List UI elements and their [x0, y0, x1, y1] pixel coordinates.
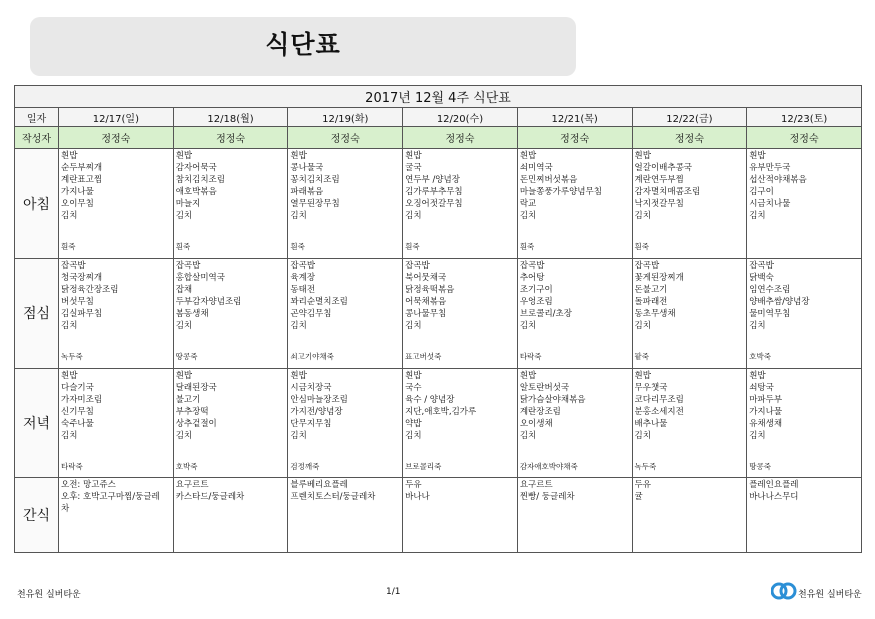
menu-item: 숙주나물 [61, 418, 94, 429]
menu-item: 홍합살미역국 [175, 272, 225, 283]
menu-item: 조기구이 [519, 284, 553, 295]
menu-item: 찐빵/ 둥글레차 [519, 492, 575, 503]
menu-item: 계란연두부찜 [634, 175, 684, 186]
meal-extra-row-1 [15, 345, 862, 368]
menu-cell [747, 368, 862, 455]
menu-cell [173, 368, 288, 455]
menu-item: 잡곡밥 [405, 260, 430, 271]
menu-item: 지단,애호박,김가루 [405, 406, 477, 417]
menu-item: 김실파무침 [61, 308, 103, 319]
menu-item: 바나나 [405, 492, 430, 503]
menu-item: 잡곡밥 [61, 260, 86, 271]
writer-cell: 정정숙 [288, 127, 403, 149]
menu-item: 쇠탕국 [749, 382, 774, 393]
menu-item: 김치 [175, 211, 193, 222]
menu-cell [403, 368, 518, 455]
menu-item: 김치 [749, 430, 766, 441]
menu-item: 오전: 망고쥬스 [61, 480, 116, 491]
title-banner [30, 17, 576, 76]
writer-header-label: 작성자 [15, 127, 59, 149]
porridge-cell: 타락죽 [59, 455, 174, 478]
menu-item: 약밥 [405, 418, 422, 429]
writer-cell: 정정숙 [632, 127, 747, 149]
menu-item: 가지나물 [61, 187, 94, 198]
meal-extra-row-2 [15, 455, 862, 478]
menu-item: 프렌치토스터/둥글레차 [290, 492, 376, 503]
writer-cell: 정정숙 [517, 127, 632, 149]
menu-item: 닭정육떡볶음 [405, 284, 455, 295]
meal-row-2 [15, 368, 862, 455]
menu-item: 잡곡밥 [749, 260, 774, 271]
menu-item: 브로콜리/초장 [519, 308, 572, 319]
menu-item: 연두부 /양념장 [405, 175, 460, 186]
writer-cell: 정정숙 [403, 127, 518, 149]
menu-cell [288, 258, 403, 345]
porridge-cell: 브로콜리죽 [403, 455, 518, 478]
menu-cell [59, 149, 174, 236]
meal-row-0 [15, 149, 862, 236]
menu-cell [632, 478, 747, 530]
menu-item: 가지전/양념장 [290, 406, 343, 417]
menu-item: 어묵채볶음 [405, 296, 447, 307]
porridge-cell: 표고버섯죽 [403, 345, 518, 368]
menu-cell [747, 149, 862, 236]
menu-item: 김치 [290, 430, 307, 441]
menu-item: 닭정육간장조림 [61, 284, 119, 295]
menu-item: 추어탕 [519, 272, 545, 283]
menu-item: 돈민찌버섯볶음 [519, 175, 578, 186]
menu-item: 무우챗국 [634, 382, 668, 393]
menu-item: 흰밥 [290, 370, 307, 381]
menu-item: 김치 [634, 320, 651, 331]
porridge-cell: 녹두죽 [632, 455, 747, 478]
writer-cell: 정정숙 [747, 127, 862, 149]
menu-item: 콩나물무침 [405, 308, 447, 319]
menu-cell [403, 478, 518, 530]
porridge-cell [517, 530, 632, 553]
menu-item: 돌파래전 [634, 296, 668, 307]
porridge-cell: 흰죽 [403, 236, 518, 259]
menu-cell [632, 368, 747, 455]
menu-cell [403, 258, 518, 345]
menu-item: 감자멸치매콤조림 [634, 187, 701, 198]
footer-logo [771, 580, 863, 602]
date-row [15, 107, 862, 127]
menu-cell [59, 368, 174, 455]
menu-item: 유부만두국 [749, 163, 791, 174]
menu-item: 시금치장국 [290, 382, 332, 393]
menu-item: 흰밥 [634, 370, 651, 381]
menu-item: 흰밥 [519, 370, 537, 381]
menu-cell [517, 478, 632, 530]
menu-item: 마파두부 [749, 394, 783, 405]
menu-item: 오이무침 [61, 199, 94, 210]
menu-item: 오후: 호박고구마찜/둥글레 [61, 492, 160, 503]
writer-row [15, 127, 862, 149]
menu-item: 흰밥 [405, 370, 422, 381]
menu-item: 부추장떡 [175, 406, 209, 417]
menu-cell [288, 478, 403, 530]
porridge-cell [59, 530, 174, 553]
menu-item: 흰밥 [290, 151, 307, 162]
porridge-cell: 타락죽 [517, 345, 632, 368]
menu-item: 임연수조림 [749, 284, 791, 295]
menu-item: 콩나물국 [290, 163, 324, 174]
menu-item: 돈불고기 [634, 284, 668, 295]
menu-cell [59, 478, 174, 530]
menu-item: 두유 [405, 480, 422, 491]
meal-label: 아침 [15, 149, 59, 259]
menu-item: 흰밥 [61, 370, 78, 381]
menu-item: 육수 / 양념장 [405, 394, 455, 405]
menu-item: 김치 [61, 320, 78, 331]
menu-item: 다슬기국 [61, 382, 94, 393]
menu-item: 참치김치조림 [175, 175, 225, 186]
menu-item: 오징어젓갈무침 [405, 199, 463, 210]
menu-item: 바나나스무디 [749, 492, 799, 503]
menu-item: 김치 [405, 320, 422, 331]
menu-item: 국수 [405, 382, 422, 393]
menu-item: 김치 [175, 320, 193, 331]
menu-item: 애호박볶음 [175, 187, 217, 198]
menu-item: 분홍소세지전 [634, 406, 684, 417]
porridge-cell: 검정깨죽 [288, 455, 403, 478]
menu-item: 파래볶음 [290, 187, 324, 198]
date-cell: 12/21(목) [517, 107, 632, 127]
menu-item: 김치 [519, 430, 537, 441]
date-cell: 12/17(일) [59, 107, 174, 127]
menu-item: 곤약김무침 [290, 308, 332, 319]
menu-cell [632, 258, 747, 345]
menu-item: 김치 [519, 320, 537, 331]
date-cell: 12/22(금) [632, 107, 747, 127]
menu-cell [288, 149, 403, 236]
menu-item: 육계장 [290, 272, 316, 283]
porridge-cell: 땅콩죽 [747, 455, 862, 478]
menu-item: 잡채 [175, 284, 193, 295]
menu-cell [747, 478, 862, 530]
menu-table [14, 85, 862, 553]
menu-item: 블루베리요플레 [290, 480, 348, 491]
menu-item: 감자어묵국 [175, 163, 217, 174]
menu-item: 우엉조림 [519, 296, 553, 307]
meal-label: 간식 [15, 478, 59, 553]
menu-item: 동태전 [290, 284, 316, 295]
menu-item: 신기무침 [61, 406, 94, 417]
menu-item: 꽈리순멸치조림 [290, 296, 348, 307]
menu-item: 섭산적야채볶음 [749, 175, 807, 186]
menu-item: 닭백숙 [749, 272, 774, 283]
menu-item: 두유 [634, 480, 651, 491]
menu-item: 코다리무조림 [634, 394, 684, 405]
menu-item: 두부감자양념조림 [175, 296, 242, 307]
date-cell: 12/18(월) [173, 107, 288, 127]
meal-label: 저녁 [15, 368, 59, 478]
menu-cell [173, 149, 288, 236]
page-title: 식단표 [265, 30, 341, 59]
menu-item: 마늘쫑풍가루양념무침 [519, 187, 602, 198]
menu-item: 김치 [634, 430, 651, 441]
wave-circle-logo-icon [771, 581, 797, 601]
menu-item: 계란장조림 [519, 406, 561, 417]
footer-page-number: 1/1 [386, 587, 401, 597]
menu-item: 잡곡밥 [634, 260, 660, 271]
table-caption: 2017년 12월 4주 식단표 [15, 86, 862, 108]
menu-cell [173, 478, 288, 530]
porridge-cell [288, 530, 403, 553]
menu-item: 김치 [405, 430, 422, 441]
porridge-cell: 흰죽 [632, 236, 747, 259]
porridge-cell [747, 236, 862, 259]
menu-item: 김치 [290, 320, 307, 331]
menu-item: 낙지젓갈무침 [634, 199, 684, 210]
menu-item: 쇠미역국 [519, 163, 553, 174]
menu-item: 카스타드/둥글레차 [175, 492, 245, 503]
menu-item: 잡곡밥 [519, 260, 545, 271]
menu-item: 김치 [519, 211, 537, 222]
menu-item: 청국장찌개 [61, 272, 103, 283]
porridge-cell: 흰죽 [517, 236, 632, 259]
menu-cell [517, 258, 632, 345]
menu-item: 알토란버섯국 [519, 382, 570, 393]
menu-item: 귤 [634, 492, 643, 503]
menu-cell [632, 149, 747, 236]
menu-item: 흰밥 [175, 151, 193, 162]
menu-item: 달래된장국 [175, 382, 217, 393]
menu-item: 가지나물 [749, 406, 783, 417]
menu-cell [517, 368, 632, 455]
menu-item: 김치 [405, 211, 422, 222]
porridge-cell: 팥죽 [632, 345, 747, 368]
menu-item: 시금치나물 [749, 199, 791, 210]
date-cell: 12/19(화) [288, 107, 403, 127]
menu-item: 김치 [749, 211, 766, 222]
porridge-cell: 쇠고기야채죽 [288, 345, 403, 368]
menu-item: 마늘지 [175, 199, 201, 210]
menu-item: 요구르트 [519, 480, 553, 491]
menu-cell [517, 149, 632, 236]
menu-item: 흰밥 [749, 151, 766, 162]
menu-item: 김치 [634, 211, 651, 222]
menu-item: 유채생채 [749, 418, 783, 429]
menu-item: 김치 [749, 320, 766, 331]
porridge-cell: 흰죽 [288, 236, 403, 259]
porridge-cell: 호박죽 [173, 455, 288, 478]
menu-item: 동초무생채 [634, 308, 676, 319]
porridge-cell: 녹두죽 [59, 345, 174, 368]
writer-cell: 정정숙 [173, 127, 288, 149]
menu-item: 상추겉절이 [175, 418, 217, 429]
date-header-label: 일자 [15, 107, 59, 127]
menu-item: 꽃게된장찌개 [634, 272, 684, 283]
date-cell: 12/20(수) [403, 107, 518, 127]
menu-item: 락교 [519, 199, 537, 210]
porridge-cell: 땅콩죽 [173, 345, 288, 368]
porridge-cell [632, 530, 747, 553]
porridge-cell: 호박죽 [747, 345, 862, 368]
caption-row [15, 86, 862, 108]
menu-item: 물미역무침 [749, 308, 791, 319]
menu-item: 요구르트 [175, 480, 209, 491]
meal-extra-row-3 [15, 530, 862, 553]
date-cell: 12/23(토) [747, 107, 862, 127]
menu-item: 배추나물 [634, 418, 668, 429]
menu-item: 가자미조림 [61, 394, 103, 405]
menu-item: 양배추쌈/양념장 [749, 296, 810, 307]
menu-item: 김치 [61, 430, 78, 441]
menu-item: 버섯무침 [61, 296, 94, 307]
menu-item: 잡곡밥 [175, 260, 201, 271]
menu-item: 흰밥 [61, 151, 78, 162]
menu-item: 꽁치김치조림 [290, 175, 340, 186]
menu-cell [747, 258, 862, 345]
menu-item: 김치 [290, 211, 307, 222]
meal-label: 점심 [15, 258, 59, 368]
menu-item: 흰밥 [749, 370, 766, 381]
writer-cell: 정정숙 [59, 127, 174, 149]
footer-logo-text: 천유원 실버타운 [798, 590, 862, 600]
porridge-cell [747, 530, 862, 553]
porridge-cell [403, 530, 518, 553]
menu-item: 북어뭇채국 [405, 272, 447, 283]
menu-item: 계란표고찜 [61, 175, 103, 186]
menu-cell [288, 368, 403, 455]
menu-item: 흰밥 [634, 151, 651, 162]
menu-item: 김치 [61, 211, 78, 222]
menu-cell [59, 258, 174, 345]
menu-item: 닭가슴살야채볶음 [519, 394, 586, 405]
meal-extra-row-0 [15, 236, 862, 259]
menu-item: 흰밥 [519, 151, 537, 162]
menu-item: 순두부찌개 [61, 163, 103, 174]
menu-item: 김가루부추무침 [405, 187, 463, 198]
menu-item: 얼갈이배추콩국 [634, 163, 692, 174]
menu-cell [403, 149, 518, 236]
menu-item: 김치 [175, 430, 193, 441]
menu-item: 단무지무침 [290, 418, 332, 429]
menu-item: 열무된장무침 [290, 199, 340, 210]
menu-item: 오이생채 [519, 418, 553, 429]
meal-row-1 [15, 258, 862, 345]
porridge-cell: 흰죽 [59, 236, 174, 259]
menu-item: 플레인요플레 [749, 480, 799, 491]
menu-item: 흰밥 [405, 151, 422, 162]
porridge-cell [173, 530, 288, 553]
porridge-cell: 흰죽 [173, 236, 288, 259]
menu-item: 잡곡밥 [290, 260, 316, 271]
menu-item: 굴국 [405, 163, 422, 174]
menu-item: 흰밥 [175, 370, 193, 381]
footer-organization: 천유원 실버타운 [17, 590, 81, 600]
menu-item: 안심마늘장조림 [290, 394, 348, 405]
meal-row-3 [15, 478, 862, 530]
menu-cell [173, 258, 288, 345]
porridge-cell: 감자애호박야채죽 [517, 455, 632, 478]
menu-item: 봄동생채 [175, 308, 209, 319]
menu-item: 불고기 [175, 394, 201, 405]
menu-item: 김구이 [749, 187, 774, 198]
menu-item: 차 [61, 504, 70, 515]
